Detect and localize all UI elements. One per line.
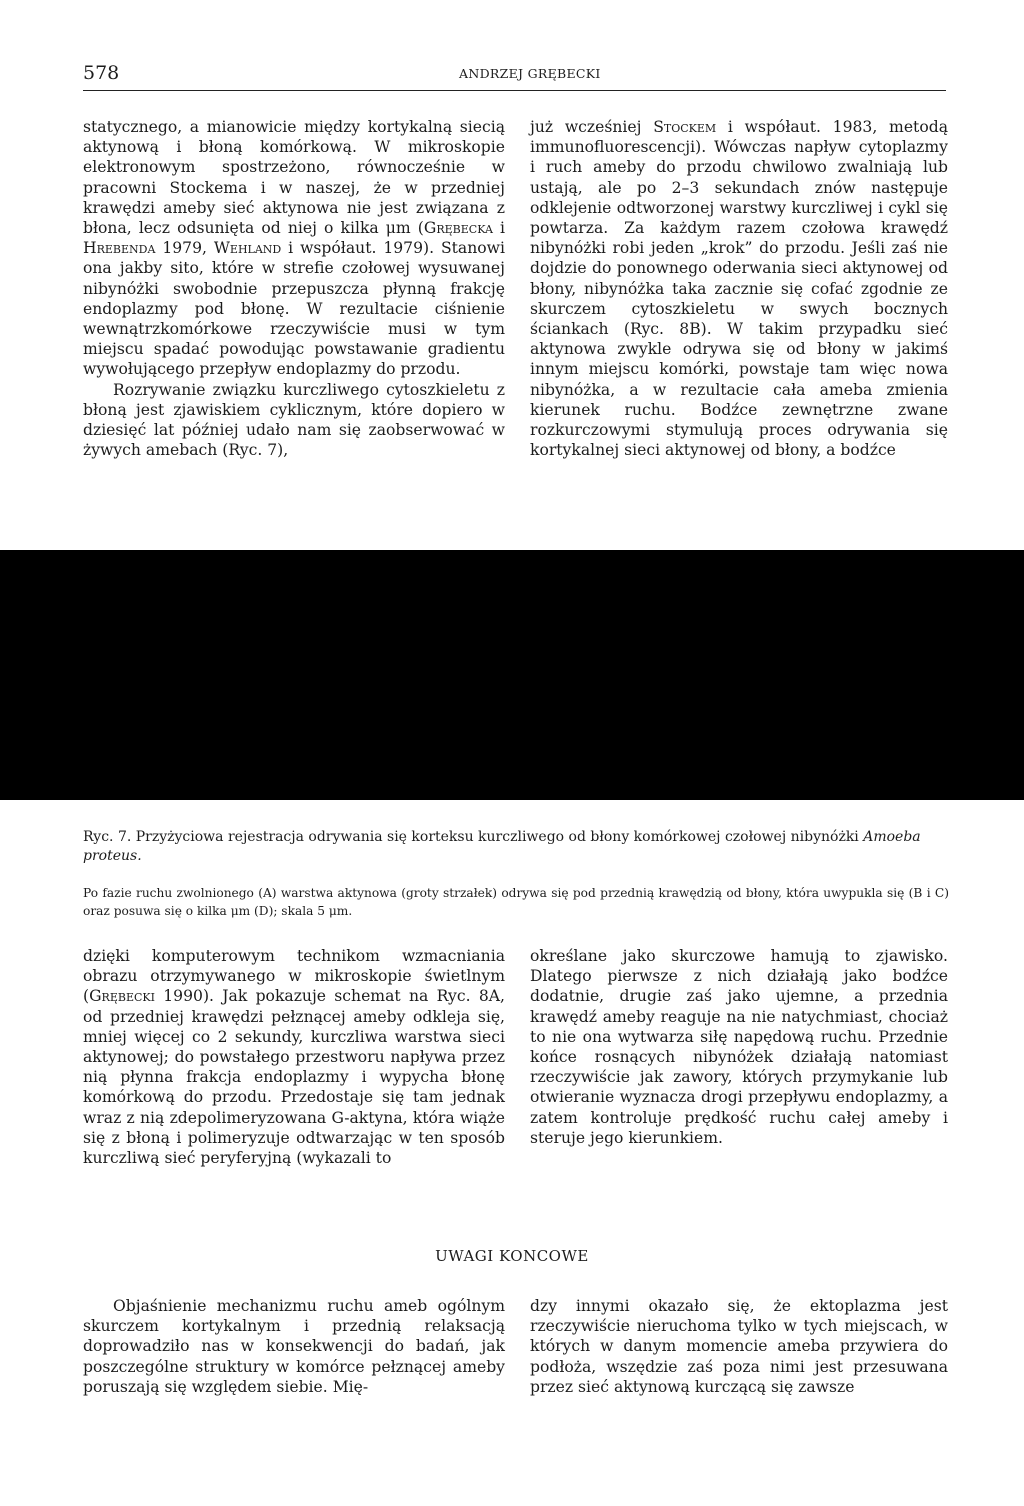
figure-caption-note: Po fazie ruchu zwolnionego (A) warstwa aktynowa (groty strzałek) odrywa się pod przednią krawędzią od błony, która uwypukla się (B i C) oraz posuwa się o kilka μm (D); skala 5 μm. [83, 886, 949, 918]
paragraph: Objaśnienie mechanizmu ruchu ameb ogólnym skurczem kortykalnym i przednią relaksacją doprowadziło nas w konsekwencji do badań, jak poszczególne struktury w komórce pełznącej ameby poruszają się względem siebie. Mię- [83, 1297, 505, 1396]
middle-left-column [83, 946, 505, 1168]
paragraph: określane jako skurczowe hamują to zjawisko. Dlatego pierwsze z nich działają jako bodźce dodatnie, drugie zaś jako ujemne, a przednia krawędź ameby reaguje na nie natychmiast, chociaż to nie ona wytwarza siłę napędową ruchu. Przednie końce rosnących nibynóżek działają natomiast rzeczywiście jak zawory, których przymykanie lub otwieranie wyznacza drogi przepływu endoplazmy, a zatem kontroluje prędkość ruchu całej ameby i steruje jego kierunkiem. [530, 947, 948, 1147]
paragraph: już wcześniej Stockem i współaut. 1983, metodą immunofluorescencji). Wówczas napływ cytoplazmy i ruch ameby do przodu chwilowo zwalniają lub ustają, ale po 2–3 sekundach znów następuje odklejenie odtworzonej warstwy kurczliwej i cykl się powtarza. Za każdym razem czołowa krawędź nibynóżki robi jeden „krok” do przodu. Jeśli zaś nie dojdzie do ponownego oderwania sieci aktynowej od błony, nibynóżka taka zacznie się cofać zgodnie ze skurczem cytoszkieletu w swych bocznych ściankach (Ryc. 8B). W takim przypadku sieć aktynowa zwykle odrywa się od błony w jakimś innym miejscu komórki, powstaje tam więc nowa nibynóżka, a w rezultacie cała ameba zmienia kierunek ruchu. Bodźce zewnętrzne zwane rozkurczowymi stymulują proces odrywania się kortykalnej sieci aktynowej od błony, a bodźce [530, 118, 948, 460]
page-number: 578 [83, 62, 120, 84]
running-author: ANDRZEJ GRĘBECKI [459, 66, 601, 81]
top-left-column [83, 117, 505, 460]
paragraph: statycznego, a mianowicie między kortykalną siecią aktynową i błoną komórkową. W mikroskopie elektronowym spostrzeżono, równocześnie w pracowni Stockema i w naszej, że w przedniej krawędzi ameby sieć aktynowa nie jest związana z błona, lecz odsunięta od niej o kilka μm (Grębecka i Hrebenda 1979, Wehland i współaut. 1979). Stanowi ona jakby sito, które w strefie czołowej wysuwanej nibynóżki swobodnie przepuszcza płynną frakcję endoplazmy pod błonę. W rezultacie ciśnienie wewnątrzkomórkowe rzeczywiście musi w tym miejscu spadać powodując powstawanie gradientu wywołującego przepływ endoplazmy do przodu. [83, 118, 505, 379]
top-right-column [530, 117, 948, 460]
running-header [83, 62, 946, 91]
bottom-left-column [83, 1296, 505, 1397]
figure-caption: Ryc. 7. Przyżyciowa rejestracja odrywania się korteksu kurczliwego od błony komórkowej czołowej nibynóżki Amoeba proteus. [83, 829, 921, 864]
section-title: UWAGI KONCOWE [435, 1247, 589, 1265]
figure-image [0, 550, 1024, 800]
paragraph: dzięki komputerowym technikom wzmacniania obrazu otrzymywanego w mikroskopie świetlnym (Grębecki 1990). Jak pokazuje schemat na Ryc. 8A, od przedniej krawędzi pełznącej ameby odkleja się, mniej więcej co 2 sekundy, kurczliwa warstwa sieci aktynowej; do powstałego przestworu napływa przez nią płynna frakcja endoplazmy i wypycha błonę komórkową do przodu. Przedostaje się tam jednak wraz z nią zdepolimeryzowana G-aktyna, która wiąże się z błoną i polimeryzuje odtwarzając w ten sposób kurczliwą sieć peryferyjną (wykazali to [83, 947, 505, 1168]
bottom-right-column [530, 1296, 948, 1397]
middle-right-column [530, 946, 948, 1148]
paragraph: Rozrywanie związku kurczliwego cytoszkieletu z błoną jest zjawiskiem cyklicznym, które dopiero w dziesięć lat później udało nam się zaobserwować w żywych amebach (Ryc. 7), [83, 380, 505, 460]
paragraph: dzy innymi okazało się, że ektoplazma jest rzeczywiście nieruchoma tylko w tych miejscach, w których w danym momencie ameba przywiera do podłoża, wszędzie zaś poza nimi jest przesuwana przez sieć aktynową kurczącą się zawsze [530, 1297, 948, 1396]
